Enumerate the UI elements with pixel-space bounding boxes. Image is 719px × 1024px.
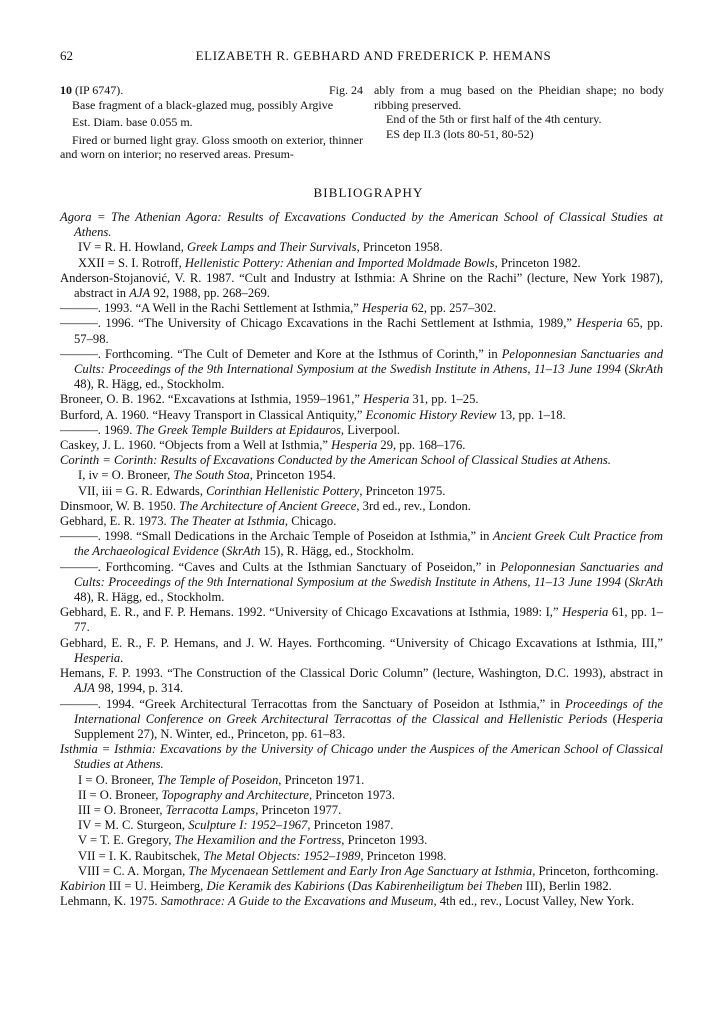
bib-italic-text: AJA xyxy=(129,286,151,301)
bib-text: 98, 1994, p. 314. xyxy=(94,681,184,696)
entry-description-left: Fired or burned light gray. Gloss smooth on exterior, thinner and worn on interior; no reserved areas. Presum- xyxy=(60,132,363,162)
bib-text: Hemans, F. P. 1993. “The Construction of the Classical Doric Column” (lecture, Washington, D.C. 1993), abstract in xyxy=(60,666,663,681)
entry-title: Base fragment of a black-glazed mug, possibly Argive xyxy=(72,97,334,112)
bib-text: , 4th ed., rev., Locust Valley, New York. xyxy=(433,894,635,909)
bib-text: I = O. Broneer, xyxy=(78,772,158,787)
bib-italic-text: AJA xyxy=(74,681,95,696)
bib-italic-text: Hesperia xyxy=(562,605,609,620)
bib-text: III), Berlin 1982. xyxy=(522,878,612,893)
catalog-entry-left xyxy=(60,83,363,162)
bib-subentry xyxy=(60,818,663,833)
bib-entry xyxy=(60,605,663,635)
bib-italic-text: The Temple of Poseidon xyxy=(157,772,279,787)
bib-text: VIII = C. A. Morgan, xyxy=(78,863,189,878)
bib-text: , Liverpool. xyxy=(340,422,401,437)
bib-italic-text: Hesperia xyxy=(616,711,663,726)
bib-entry xyxy=(60,316,663,346)
bib-italic-text: SkrAth xyxy=(226,544,261,559)
bib-text: II = O. Broneer, xyxy=(78,787,162,802)
bib-entry xyxy=(60,894,663,909)
bib-text: , Princeton 1987. xyxy=(307,818,394,833)
bib-italic-text: Peloponnesian Sanctuaries and Cults: Proceedings of the 9th International Symposium at the Swedish Institute in Athens, 11–13 June 1994 xyxy=(74,559,663,589)
bib-italic-text: Greek Lamps and Their Survivals xyxy=(187,240,357,255)
running-head: ELIZABETH R. GEBHARD AND FREDERICK P. HEMANS xyxy=(195,48,552,63)
entry-context: ES dep II.3 (lots 80-51, 80-52) xyxy=(386,126,534,141)
bib-italic-text: Hesperia xyxy=(74,650,121,665)
bib-entry xyxy=(60,560,663,606)
bib-text: , Princeton 1973. xyxy=(308,787,395,802)
bib-subentry xyxy=(60,788,663,803)
bib-italic-text: Die Keramik des Kabirions xyxy=(206,878,345,893)
bib-entry xyxy=(60,347,663,393)
bib-subentry xyxy=(60,803,663,818)
bib-text: ———. 1998. “Small Dedications in the Archaic Temple of Poseidon at Isthmia,” in xyxy=(60,529,493,544)
bib-italic-text: Topography and Architecture xyxy=(161,787,309,802)
bib-entry xyxy=(60,438,663,453)
bib-text: ———. Forthcoming. “The Cult of Demeter and Kore at the Isthmus of Corinth,” in xyxy=(60,346,502,361)
bibliography-heading: BIBLIOGRAPHY xyxy=(313,185,424,200)
bib-text: , Princeton 1977. xyxy=(255,802,342,817)
bib-text: III = O. Broneer, xyxy=(78,802,166,817)
bib-italic-text: Agora = The Athenian Agora: Results of Excavations Conducted by the American School of Classical Studies at Athens. xyxy=(60,210,663,240)
bib-text: V = T. E. Gregory, xyxy=(78,833,175,848)
bib-text: IV = M. C. Sturgeon, xyxy=(78,818,189,833)
bib-subentry xyxy=(60,240,663,255)
bib-text: , Princeton 1954. xyxy=(249,468,336,483)
bib-text: . xyxy=(120,650,124,665)
bib-subentry xyxy=(60,468,663,483)
bib-text: IV = R. H. Howland, xyxy=(78,240,188,255)
bib-text: , 3rd ed., rev., London. xyxy=(356,498,471,513)
bib-text: 62, pp. 257–302. xyxy=(408,301,497,316)
bib-italic-text: Economic History Review xyxy=(365,407,497,422)
bib-entry xyxy=(60,742,663,772)
bib-text: 15), R. Hägg, ed., Stockholm. xyxy=(260,544,414,559)
bib-text: , Chicago. xyxy=(284,514,337,529)
bib-text: Caskey, J. L. 1960. “Objects from a Well at Isthmia,” xyxy=(60,438,332,453)
bib-entry xyxy=(60,392,663,407)
bib-italic-text: Hesperia xyxy=(576,316,623,331)
bib-text: VII = I. K. Raubitschek, xyxy=(78,848,204,863)
bib-subentry xyxy=(60,256,663,271)
bib-entry xyxy=(60,408,663,423)
bib-italic-text: The South Stoa xyxy=(173,468,250,483)
bib-italic-text: The Architecture of Ancient Greece xyxy=(179,498,357,513)
bib-text: 92, 1988, pp. 268–269. xyxy=(150,286,270,301)
bib-text: Burford, A. 1960. “Heavy Transport in Classical Antiquity,” xyxy=(60,407,366,422)
bib-text: Dinsmoor, W. B. 1950. xyxy=(60,498,180,513)
bib-italic-text: SkrAth xyxy=(628,574,664,589)
bib-entry xyxy=(60,210,663,240)
bib-text: ( xyxy=(607,711,617,726)
bib-entry xyxy=(60,453,663,468)
bib-subentry xyxy=(60,864,663,879)
bib-italic-text: Hesperia xyxy=(363,392,410,407)
bib-text: Gebhard, E. R., and F. P. Hemans. 1992. “University of Chicago Excavations at Isthmia, 1989: I,” xyxy=(60,605,563,620)
bib-text: I, iv = O. Broneer, xyxy=(78,468,174,483)
bib-italic-text: Kabirion xyxy=(60,878,106,893)
bib-text: Broneer, O. B. 1962. “Excavations at Isthmia, 1959–1961,” xyxy=(60,392,364,407)
bib-text: Supplement 27), N. Winter, ed., Princeton, pp. 61–83. xyxy=(74,726,346,741)
bib-text: XXII = S. I. Rotroff, xyxy=(78,255,185,270)
bib-text: ( xyxy=(620,362,629,377)
bib-italic-text: Hesperia xyxy=(331,438,378,453)
bib-entry xyxy=(60,879,663,894)
bib-italic-text: The Greek Temple Builders at Epidauros xyxy=(135,422,341,437)
bib-text: , Princeton 1993. xyxy=(341,833,428,848)
bib-text: , Princeton 1958. xyxy=(356,240,443,255)
bib-italic-text: Peloponnesian Sanctuaries and Cults: Proceedings of the 9th International Symposium at the Swedish Institute in Athens, 11–13 June 1994 xyxy=(74,346,663,377)
bib-subentry xyxy=(60,849,663,864)
bib-text: , Princeton 1982. xyxy=(494,255,581,270)
bib-text: ———. 1996. “The University of Chicago Excavations in the Rachi Settlement at Isthmia, 1989,” xyxy=(60,316,577,331)
bib-italic-text: Isthmia = Isthmia: Excavations by the University of Chicago under the Auspices of the American School of Classical Studies at Athens. xyxy=(60,742,663,772)
bib-text: ( xyxy=(344,878,352,893)
bib-text: ( xyxy=(218,544,227,559)
bib-text: 48), R. Hägg, ed., Stockholm. xyxy=(74,590,225,605)
entry-description-right: ably from a mug based on the Pheidian shape; no body ribbing preserved. xyxy=(374,83,664,112)
bib-text: Lehmann, K. 1975. xyxy=(60,894,161,909)
bib-entry xyxy=(60,499,663,514)
entry-id xyxy=(60,83,123,98)
bib-italic-text: The Theater at Isthmia xyxy=(169,514,285,529)
bib-text: ( xyxy=(620,574,629,589)
bib-text: , Princeton 1975. xyxy=(359,483,446,498)
bib-italic-text: Hesperia xyxy=(362,301,409,316)
bib-italic-text: Proceedings of the International Conference on Greek Architectural Terracottas of the Classical and Hellenistic Periods xyxy=(74,696,663,726)
bib-italic-text: The Mycenaean Settlement and Early Iron Age Sanctuary at Isthmia xyxy=(188,863,533,878)
bib-italic-text: Sculpture I: 1952–1967 xyxy=(188,818,308,833)
bib-text: Gebhard, E. R. 1973. xyxy=(60,514,170,529)
bib-text: , Princeton 1998. xyxy=(360,848,447,863)
bib-italic-text: Das Kabirenheiligtum bei Theben xyxy=(351,878,523,893)
entry-date: End of the 5th or first half of the 4th century. xyxy=(386,112,602,127)
bib-italic-text: Hellenistic Pottery: Athenian and Imported Moldmade Bowls xyxy=(184,255,495,270)
bib-entry xyxy=(60,301,663,316)
bib-text: Anderson-Stojanović, V. R. 1987. “Cult and Industry at Isthmia: A Shrine on the Rachi” (lecture, New York 1987), abstract in xyxy=(60,270,663,301)
entry-figure-ref: Fig. 24 xyxy=(328,83,363,97)
bib-text: , Princeton 1971. xyxy=(278,772,365,787)
bib-italic-text: Ancient Greek Cult Practice from the Archaeological Evidence xyxy=(74,529,663,559)
bib-text: 13, pp. 1–18. xyxy=(496,407,566,422)
bib-italic-text: Terracotta Lamps xyxy=(165,802,256,817)
bib-entry xyxy=(60,697,663,743)
bib-entry xyxy=(60,423,663,438)
entry-inventory: (IP 6747). xyxy=(75,83,124,97)
bib-italic-text: SkrAth xyxy=(628,362,664,377)
bib-italic-text: Samothrace: A Guide to the Excavations and Museum xyxy=(160,894,434,909)
bib-text: ———. Forthcoming. “Caves and Cults at the Isthmian Sanctuary of Poseidon,” in xyxy=(60,559,501,574)
bib-subentry xyxy=(60,484,663,499)
page-number: 62 xyxy=(60,48,73,63)
bib-entry xyxy=(60,636,663,666)
bib-text: 29, pp. 168–176. xyxy=(377,438,466,453)
bib-italic-text: Corinthian Hellenistic Pottery xyxy=(206,483,360,498)
bib-text: , Princeton, forthcoming. xyxy=(532,863,659,878)
bib-entry xyxy=(60,271,663,301)
bib-italic-text: The Hexamilion and the Fortress xyxy=(174,833,342,848)
bib-text: VII, iii = G. R. Edwards, xyxy=(78,483,207,498)
bib-italic-text: The Metal Objects: 1952–1989 xyxy=(203,848,361,863)
bib-text: ———. 1993. “A Well in the Rachi Settlement at Isthmia,” xyxy=(60,301,362,316)
bib-text: 61, pp. 1–77. xyxy=(74,605,663,635)
entry-dimensions: Est. Diam. base 0.055 m. xyxy=(72,115,193,130)
bibliography-list xyxy=(60,210,663,909)
bib-italic-text: Corinth = Corinth: Results of Excavations Conducted by the American School of Classical Studies at Athens. xyxy=(60,453,611,468)
bib-entry xyxy=(60,529,663,559)
bib-text: III = U. Heimberg, xyxy=(105,878,207,893)
bib-text: Gebhard, E. R., F. P. Hemans, and J. W. Hayes. Forthcoming. “University of Chicago Excavations at Isthmia, III,” xyxy=(60,635,663,650)
bib-entry xyxy=(60,666,663,696)
bib-text: 48), R. Hägg, ed., Stockholm. xyxy=(74,377,225,392)
bib-text: 65, pp. 57–98. xyxy=(74,316,663,346)
bib-text: ———. 1994. “Greek Architectural Terracottas from the Sanctuary of Poseidon at Isthmia,” in xyxy=(60,696,566,711)
catalog-entry-right xyxy=(374,83,664,141)
bib-text: 31, pp. 1–25. xyxy=(409,392,479,407)
bib-subentry xyxy=(60,773,663,788)
entry-heading xyxy=(60,83,363,98)
bib-entry xyxy=(60,514,663,529)
bib-subentry xyxy=(60,833,663,848)
bib-text: ———. 1969. xyxy=(60,422,136,437)
entry-number: 10 xyxy=(60,83,72,97)
